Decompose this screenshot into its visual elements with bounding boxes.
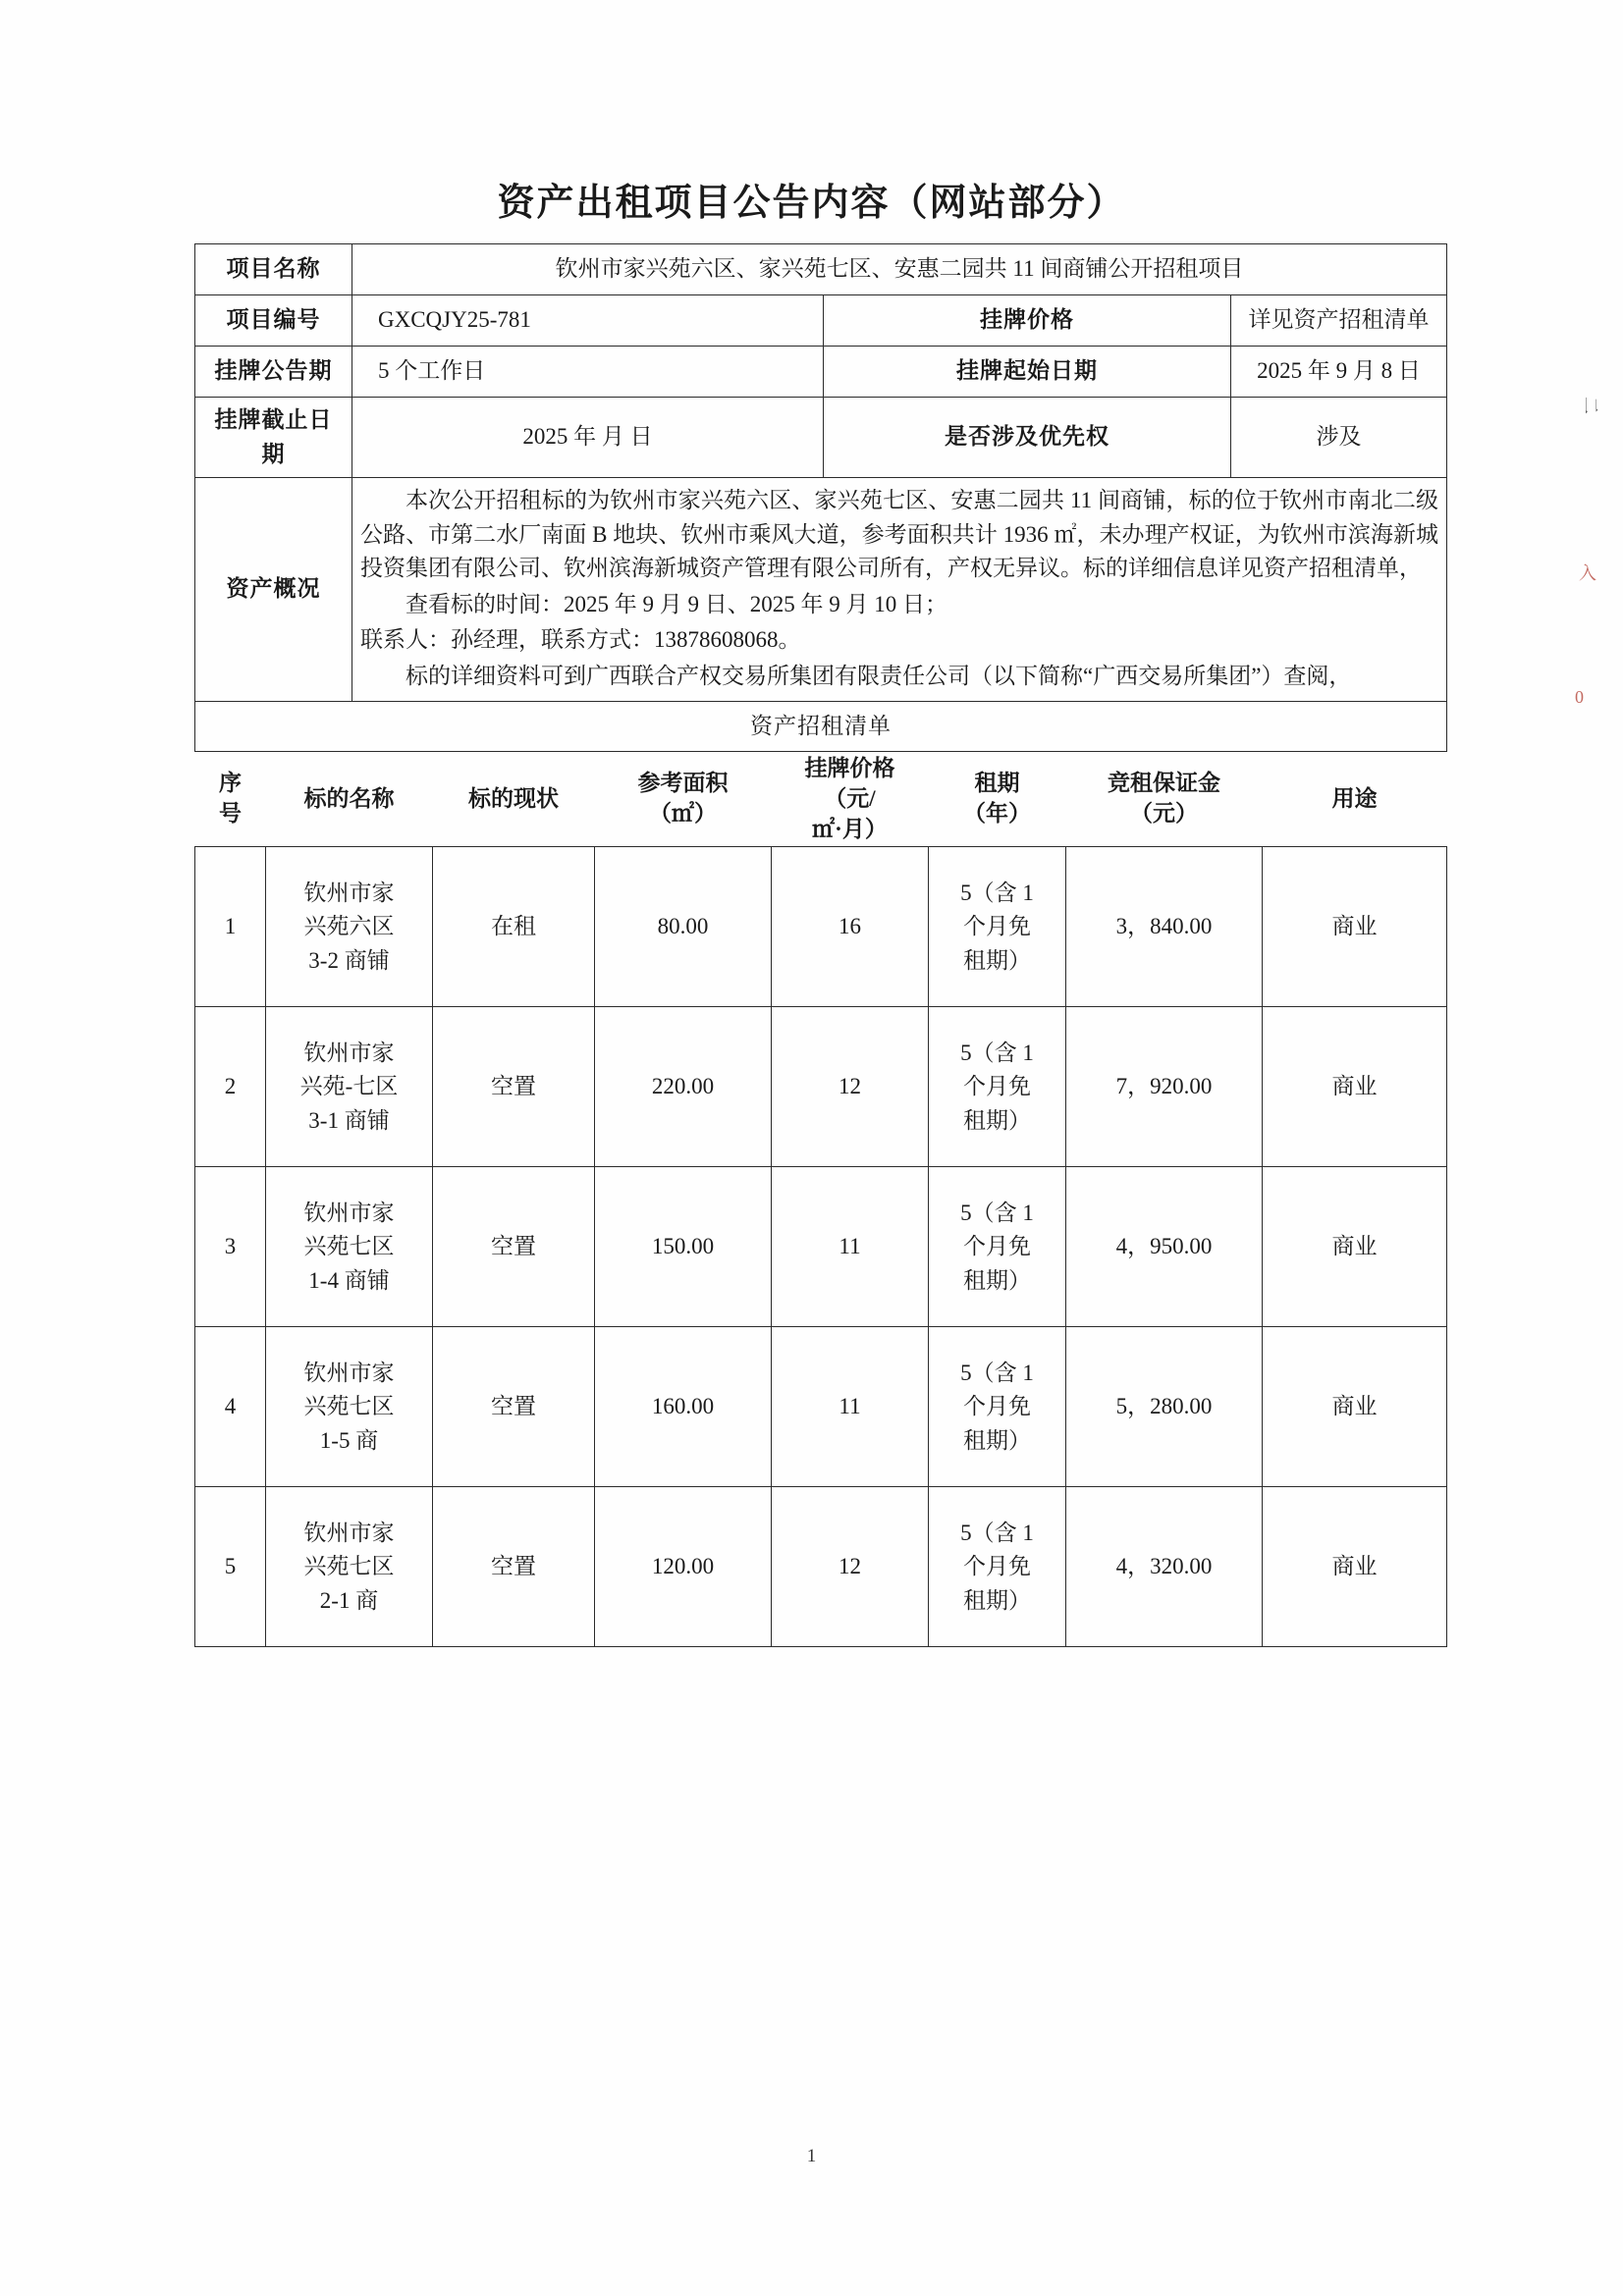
col-header-area: 参考面积 （㎡）	[637, 771, 729, 827]
cell-term: 5（含 1 个月免 租期）	[929, 847, 1066, 1007]
cell-status: 空置	[433, 1167, 595, 1327]
priority-label: 是否涉及优先权	[824, 398, 1231, 478]
asset-list-table	[194, 750, 1447, 1647]
overview-paragraph: 查看标的时间：2025 年 9 月 9 日、2025 年 9 月 10 日；	[406, 591, 947, 616]
cell-status: 空置	[433, 1327, 595, 1487]
col-header-price: 挂牌价格 （元/ ㎡·月）	[804, 755, 895, 841]
table-row	[195, 398, 1447, 478]
listing-price-value: 详见资产招租清单	[1231, 295, 1447, 347]
margin-annotation: 0	[1575, 687, 1584, 707]
cell-area: 220.00	[595, 1007, 772, 1167]
listing-price-label: 挂牌价格	[824, 295, 1231, 347]
overview-row	[195, 478, 1447, 702]
announcement-period-value: 5 个工作日	[352, 347, 824, 398]
cell-seq: 2	[195, 1007, 266, 1167]
start-date-value: 2025 年 9 月 8 日	[1231, 347, 1447, 398]
cell-usage: 商业	[1263, 1327, 1447, 1487]
cell-usage: 商业	[1263, 1007, 1447, 1167]
cell-price: 11	[772, 1167, 929, 1327]
table-row	[195, 347, 1447, 398]
cell-usage: 商业	[1263, 847, 1447, 1007]
cell-name: 钦州市家 兴苑七区 2-1 商	[266, 1487, 433, 1647]
cell-term: 5（含 1 个月免 租期）	[929, 1007, 1066, 1167]
overview-paragraph: 标的详细资料可到广西联合产权交易所集团有限责任公司（以下简称“广西交易所集团”）查阅，	[406, 663, 1352, 688]
margin-annotation: 二	[1581, 397, 1600, 414]
cell-name: 钦州市家 兴苑七区 1-4 商铺	[266, 1167, 433, 1327]
start-date-label: 挂牌起始日期	[824, 347, 1231, 398]
table-row	[195, 847, 1447, 1007]
end-date-label: 挂牌截止日期	[195, 398, 352, 478]
project-name-value: 钦州市家兴苑六区、家兴苑七区、安惠二园共 11 间商铺公开招租项目	[352, 244, 1447, 295]
cell-area: 120.00	[595, 1487, 772, 1647]
cell-usage: 商业	[1263, 1167, 1447, 1327]
announcement-period-label: 挂牌公告期	[195, 347, 352, 398]
cell-seq: 3	[195, 1167, 266, 1327]
col-header-term: 租期 （年）	[963, 771, 1031, 827]
cell-status: 空置	[433, 1487, 595, 1647]
overview-paragraph: 联系人：孙经理，联系方式：13878608068。	[360, 627, 801, 652]
page-number: 1	[806, 2146, 817, 2166]
page-title: 资产出租项目公告内容（网站部分）	[497, 183, 1126, 224]
cell-status: 在租	[433, 847, 595, 1007]
overview-paragraph: 本次公开招租标的为钦州市家兴苑六区、家兴苑七区、安惠二园共 11 间商铺，标的位于钦州市南北二级公路、市第二水厂南面 B 地块、钦州市乘风大道，参考面积共计 1936 ㎡，未办理产权证，为钦州市滨海新城投资集团有限公司、钦州滨海新城资产管理有限公司所有，产权无异议。标的详细信息详见资产招租清单，	[360, 488, 1438, 580]
col-header-usage: 用途	[1331, 785, 1378, 811]
cell-name: 钦州市家 兴苑-七区 3-1 商铺	[266, 1007, 433, 1167]
cell-status: 空置	[433, 1007, 595, 1167]
col-header-name: 标的名称	[303, 785, 395, 811]
asset-list-caption: 资产招租清单	[195, 702, 1447, 752]
margin-annotation: 入	[1579, 563, 1596, 583]
overview-label: 资产概况	[195, 478, 352, 702]
table-row	[195, 1327, 1447, 1487]
col-header-deposit: 竞租保证金 （元）	[1108, 771, 1220, 827]
overview-body	[352, 478, 1447, 702]
cell-area: 150.00	[595, 1167, 772, 1327]
asset-list-caption-row	[195, 702, 1447, 752]
project-code-value: GXCQJY25-781	[352, 295, 824, 347]
cell-price: 11	[772, 1327, 929, 1487]
priority-value: 涉及	[1231, 398, 1447, 478]
cell-term: 5（含 1 个月免 租期）	[929, 1167, 1066, 1327]
table-row	[195, 1487, 1447, 1647]
announcement-table	[194, 243, 1447, 752]
end-date-value: 2025 年 月 日	[352, 398, 824, 478]
col-header-seq: 序 号	[219, 771, 242, 827]
cell-price: 12	[772, 1007, 929, 1167]
cell-usage: 商业	[1263, 1487, 1447, 1647]
cell-area: 160.00	[595, 1327, 772, 1487]
cell-term: 5（含 1 个月免 租期）	[929, 1327, 1066, 1487]
asset-table-header-row	[195, 750, 1447, 847]
cell-name: 钦州市家 兴苑六区 3-2 商铺	[266, 847, 433, 1007]
col-header-status: 标的现状	[468, 785, 559, 811]
cell-deposit: 7，920.00	[1066, 1007, 1263, 1167]
cell-deposit: 4，950.00	[1066, 1167, 1263, 1327]
table-row	[195, 295, 1447, 347]
table-row	[195, 1167, 1447, 1327]
project-code-label: 项目编号	[195, 295, 352, 347]
cell-deposit: 5，280.00	[1066, 1327, 1263, 1487]
cell-seq: 1	[195, 847, 266, 1007]
project-name-label: 项目名称	[195, 244, 352, 295]
cell-name: 钦州市家 兴苑七区 1-5 商	[266, 1327, 433, 1487]
cell-seq: 5	[195, 1487, 266, 1647]
cell-price: 16	[772, 847, 929, 1007]
cell-deposit: 3，840.00	[1066, 847, 1263, 1007]
cell-deposit: 4，320.00	[1066, 1487, 1263, 1647]
cell-seq: 4	[195, 1327, 266, 1487]
cell-area: 80.00	[595, 847, 772, 1007]
table-row	[195, 244, 1447, 295]
cell-price: 12	[772, 1487, 929, 1647]
table-row	[195, 1007, 1447, 1167]
cell-term: 5（含 1 个月免 租期）	[929, 1487, 1066, 1647]
